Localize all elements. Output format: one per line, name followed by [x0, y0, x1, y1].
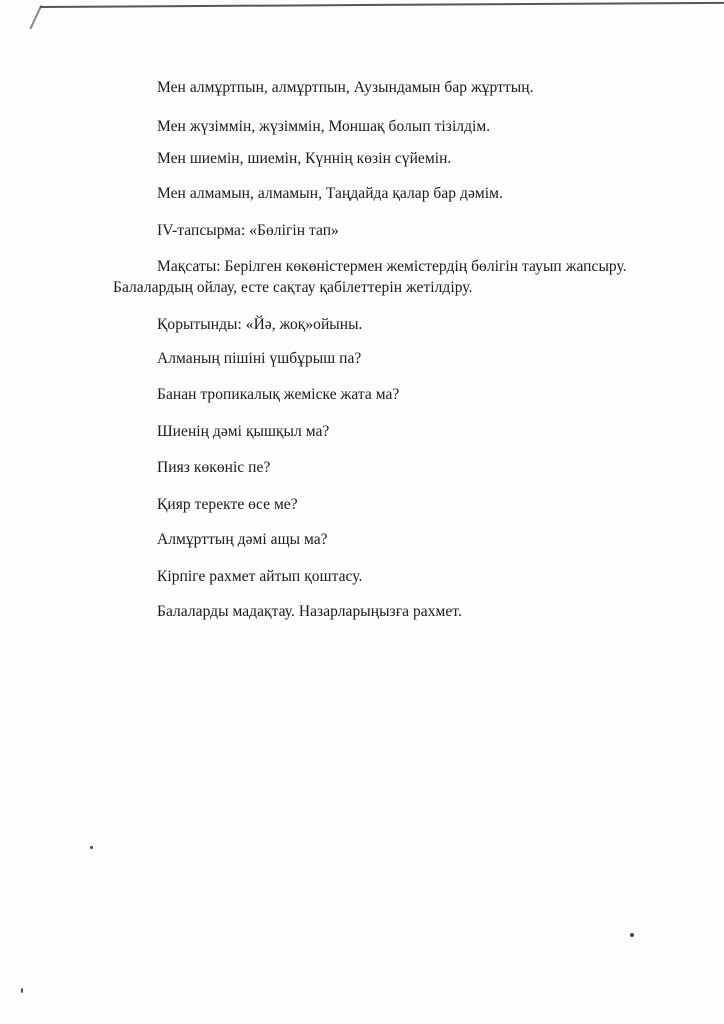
- poem-line-cherry: Мен шиемін, шиемін, Күннің көзін сүйемін.: [157, 150, 452, 167]
- scan-speck: [90, 846, 93, 849]
- scan-speck: [630, 933, 634, 937]
- question-banana: Банан тропикалық жеміске жата ма?: [157, 386, 400, 403]
- scan-corner-mark: [29, 5, 58, 37]
- closing-line: Балаларды мадақтау. Назарларыңызға рахмет.: [157, 603, 462, 620]
- poem-line-apple: Мен алмамын, алмамын, Таңдайда қалар бар дәмім.: [157, 185, 503, 202]
- goal-line-1: Мақсаты: Берілген көкөністермен жемістердің бөлігін тауып жапсыру.: [157, 258, 627, 275]
- question-apple-shape: Алманың пішіні үшбұрыш па?: [157, 350, 362, 367]
- farewell-line: Кірпіге рахмет айтып қоштасу.: [157, 568, 363, 585]
- question-onion: Пияз көкөніс пе?: [157, 459, 271, 476]
- poem-line-pear: Мен алмұртпын, алмұртпын, Аузындамын бар жұрттың.: [157, 79, 534, 96]
- question-cherry: Шиенің дәмі қышқыл ма?: [157, 423, 330, 440]
- scan-speck: [21, 988, 23, 993]
- question-cucumber: Қияр теректе өсе ме?: [157, 496, 298, 513]
- question-pear: Алмұрттың дәмі ащы ма?: [157, 531, 328, 548]
- task-heading: IV-тапсырма: «Бөлігін тап»: [157, 222, 339, 239]
- conclusion-heading: Қорытынды: «Йә, жоқ»ойыны.: [157, 316, 363, 333]
- poem-line-grape: Мен жүзіммін, жүзіммін, Моншақ болып тізілдім.: [157, 118, 491, 135]
- goal-line-2: Балалардың ойлау, есте сақтау қабілеттерін жетілдіру.: [113, 279, 473, 296]
- scan-top-edge: [40, 2, 724, 8]
